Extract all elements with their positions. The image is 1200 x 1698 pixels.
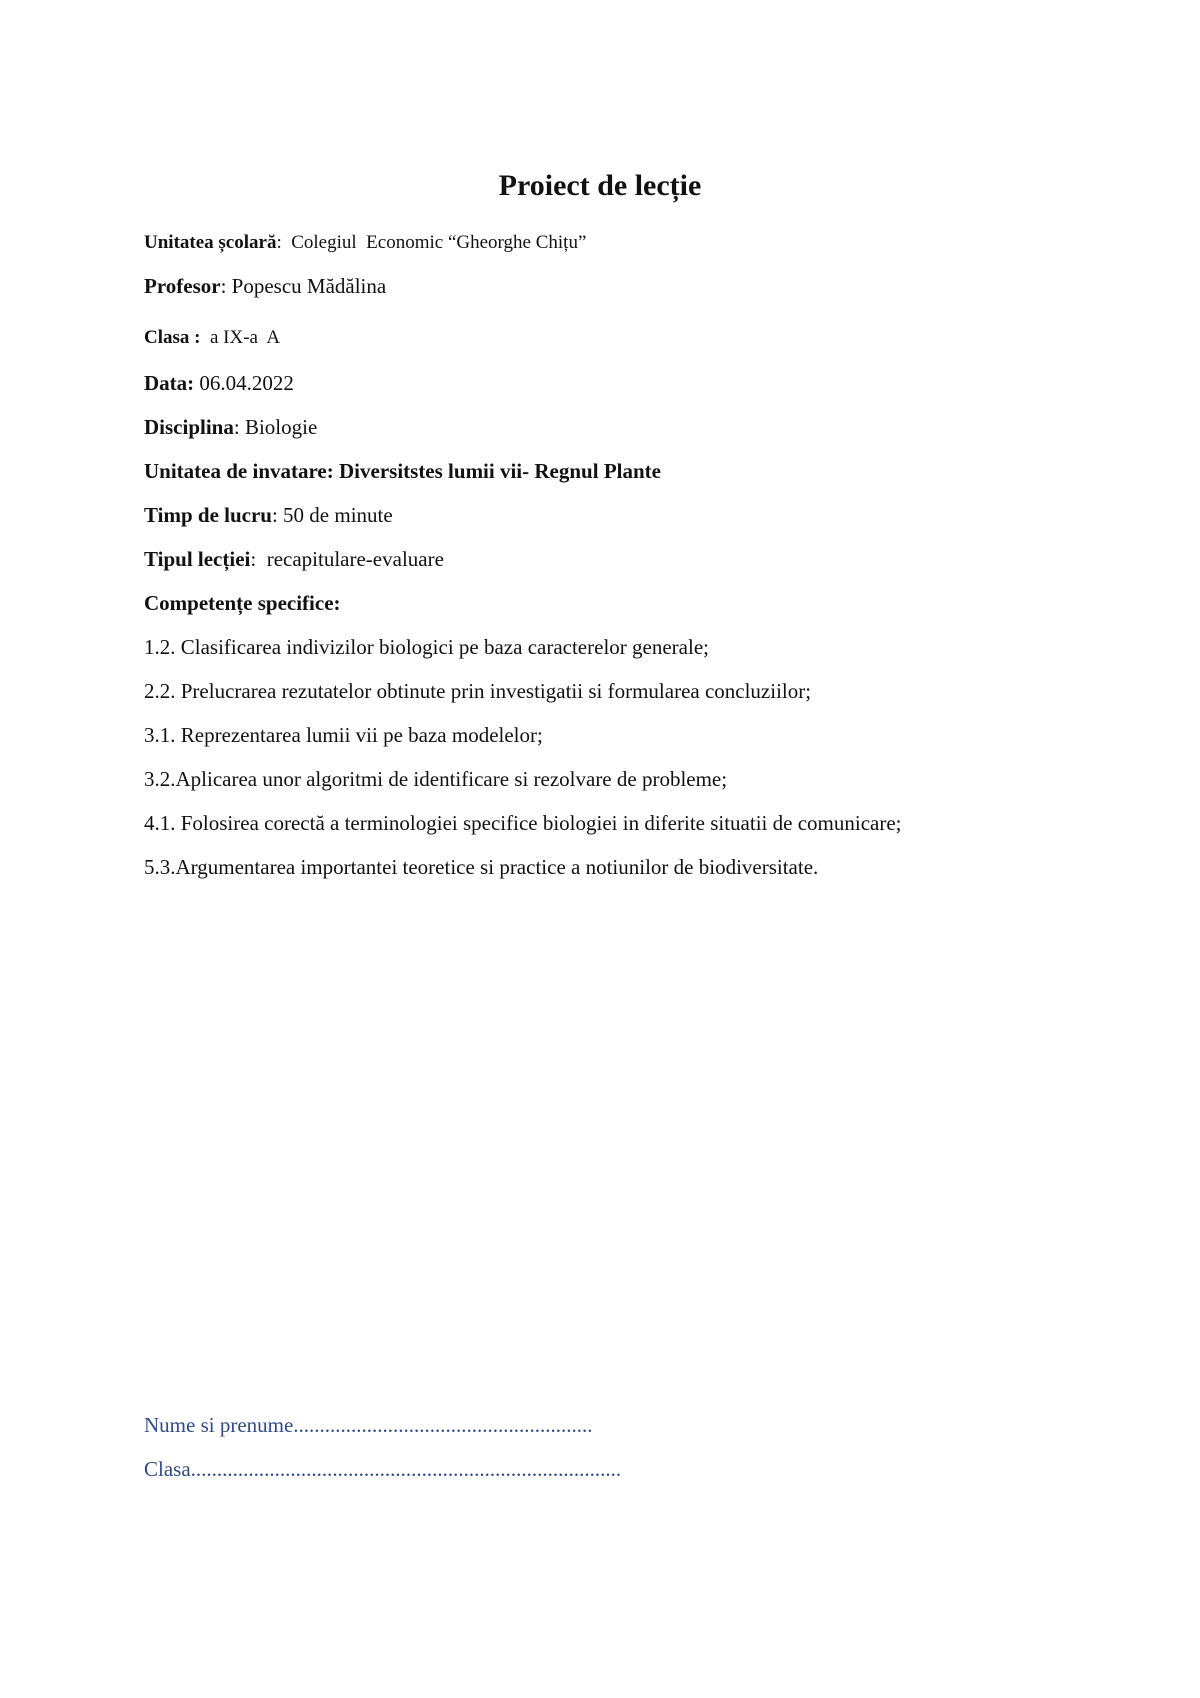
learning-unit-line: Unitatea de invatare: Diversitstes lumii vii- Regnul Plante xyxy=(144,459,661,483)
school-unit-line xyxy=(144,230,586,256)
work-time-line xyxy=(144,502,393,528)
teacher-label: Profesor xyxy=(144,274,221,298)
school-unit-value: : Colegiul Economic “Gheorghe Chițu” xyxy=(276,232,587,253)
competence-item: 2.2. Prelucrarea rezutatelor obtinute prin investigatii si formularea concluziilor; xyxy=(144,679,812,703)
competence-item: 1.2. Clasificarea indivizilor biologici pe baza caracterelor generale; xyxy=(144,635,709,659)
teacher-value: : Popescu Mădălina xyxy=(220,274,387,298)
student-name-field: Nume si prenume......................................................... xyxy=(144,1413,593,1437)
work-time-value: : 50 de minute xyxy=(271,503,393,527)
document-title: Proiect de lecție xyxy=(498,169,702,202)
school-unit-label: Unitatea școlară xyxy=(144,232,277,253)
lesson-type-line xyxy=(144,546,444,572)
class-line xyxy=(144,325,280,351)
date-value: 06.04.2022 xyxy=(194,371,294,395)
date-label: Data: xyxy=(144,371,195,395)
student-class-field: Clasa.................................................................................. xyxy=(144,1457,622,1481)
lesson-type-label: Tipul lecției xyxy=(144,547,251,571)
competence-item: 4.1. Folosirea corectă a terminologiei specifice biologiei in diferite situatii de comunicare; xyxy=(144,811,902,835)
competence-item: 3.2.Aplicarea unor algoritmi de identificare si rezolvare de probleme; xyxy=(144,767,728,791)
competence-item: 3.1. Reprezentarea lumii vii pe baza modelelor; xyxy=(144,723,543,747)
discipline-line xyxy=(144,414,317,440)
competences-heading: Competențe specifice: xyxy=(144,591,341,615)
competence-item: 5.3.Argumentarea importantei teoretice si practice a notiunilor de biodiversitate. xyxy=(144,855,819,879)
discipline-label: Disciplina xyxy=(144,415,234,439)
work-time-label: Timp de lucru xyxy=(144,503,272,527)
teacher-line xyxy=(144,273,386,299)
lesson-type-value: : recapitulare-evaluare xyxy=(250,547,444,571)
date-line xyxy=(144,370,294,396)
discipline-value: : Biologie xyxy=(233,415,318,439)
class-label: Clasa : xyxy=(144,327,201,348)
class-value: a IX-a A xyxy=(200,327,281,348)
